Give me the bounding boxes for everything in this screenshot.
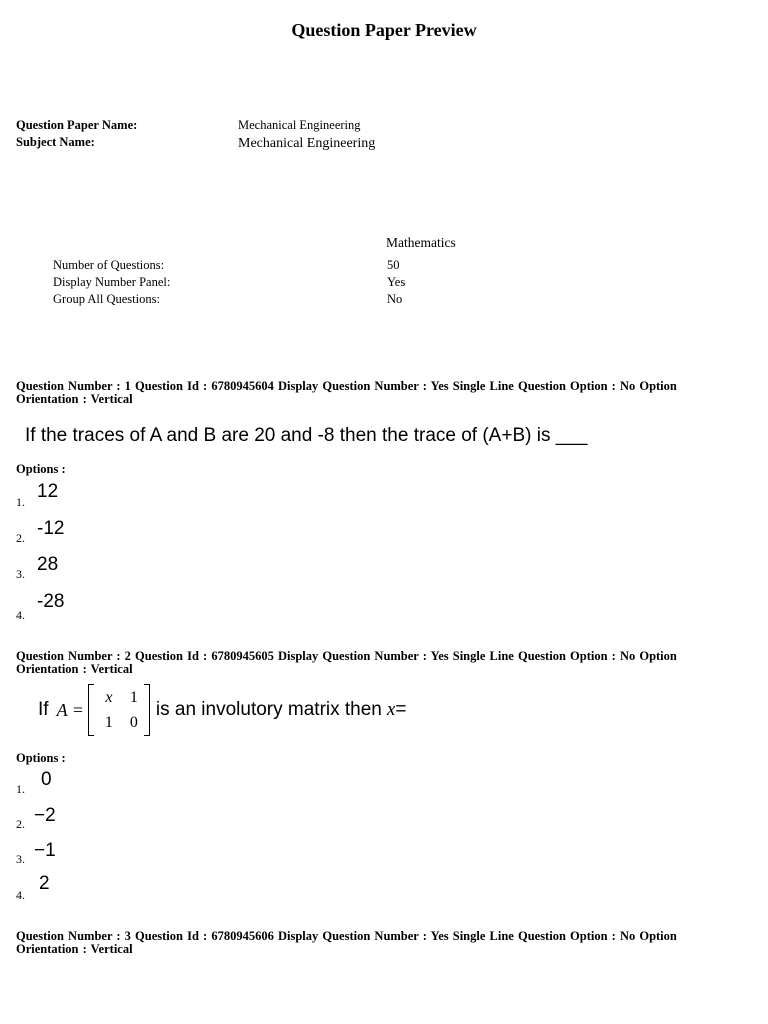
q2-option-2-number: 2. [16,817,25,831]
question-2-header: Question Number : 2 Question Id : 6780945605 Display Question Number : Yes Single Line Question Option : No Option Orientation : Vertical [16,649,677,676]
display-panel-label: Display Number Panel: [53,275,171,289]
paper-name-value: Mechanical Engineering [238,118,361,132]
group-questions-value: No [387,292,403,306]
q2-option-3-number: 3. [16,852,25,866]
q1-option-3-value: 28 [37,554,59,575]
q2-option-1-number: 1. [16,782,25,796]
q1-option-2-number: 2. [16,531,25,545]
matrix-cell-21: 1 [104,714,113,731]
q2-option-4-number: 4. [16,888,25,902]
group-questions-label: Group All Questions: [53,292,160,306]
section-name: Mathematics [386,235,456,250]
num-questions-value: 50 [387,258,400,272]
matrix-cell-11: x [105,689,113,706]
q1-option-1-value: 12 [37,481,59,502]
matrix-right-bracket [144,684,150,736]
matrix-cell-22: 0 [129,714,138,731]
question-2-options-label: Options : [16,751,66,765]
q2-matrix-name: A = [56,699,84,720]
q1-option-4-value: -28 [37,591,65,612]
q2-matrix [88,684,150,736]
question-1-text: If the traces of A and B are 20 and -8 then the trace of (A+B) is ___ [25,425,588,446]
q2-option-3-value: −1 [34,840,56,861]
question-3-header: Question Number : 3 Question Id : 6780945606 Display Question Number : Yes Single Line Question Option : No Option Orientation : Vertical [16,929,677,956]
q1-option-4-number: 4. [16,608,25,622]
subject-name-label: Subject Name: [16,135,95,149]
matrix-cell-12: 1 [129,689,138,706]
display-panel-value: Yes [387,275,406,289]
paper-name-label: Question Paper Name: [16,118,138,132]
subject-name-value: Mechanical Engineering [238,136,376,151]
question-1-options-label: Options : [16,462,66,476]
q2-variable: x [386,699,396,720]
q2-equals: = [395,699,407,720]
q2-text-suffix: is an involutory matrix then [155,699,382,720]
num-questions-label: Number of Questions: [53,258,165,272]
q2-option-4-value: 2 [39,873,50,894]
q1-option-1-number: 1. [16,495,25,509]
question-1-header: Question Number : 1 Question Id : 6780945604 Display Question Number : Yes Single Line Question Option : No Option Orientation : Vertical [16,379,677,406]
question-2-text [38,684,406,736]
page-title: Question Paper Preview [291,20,477,40]
q2-option-2-value: −2 [34,805,56,826]
q1-option-3-number: 3. [16,567,25,581]
q2-option-1-value: 0 [41,769,52,790]
q2-text-prefix: If [38,699,49,720]
q1-option-2-value: -12 [37,518,65,539]
